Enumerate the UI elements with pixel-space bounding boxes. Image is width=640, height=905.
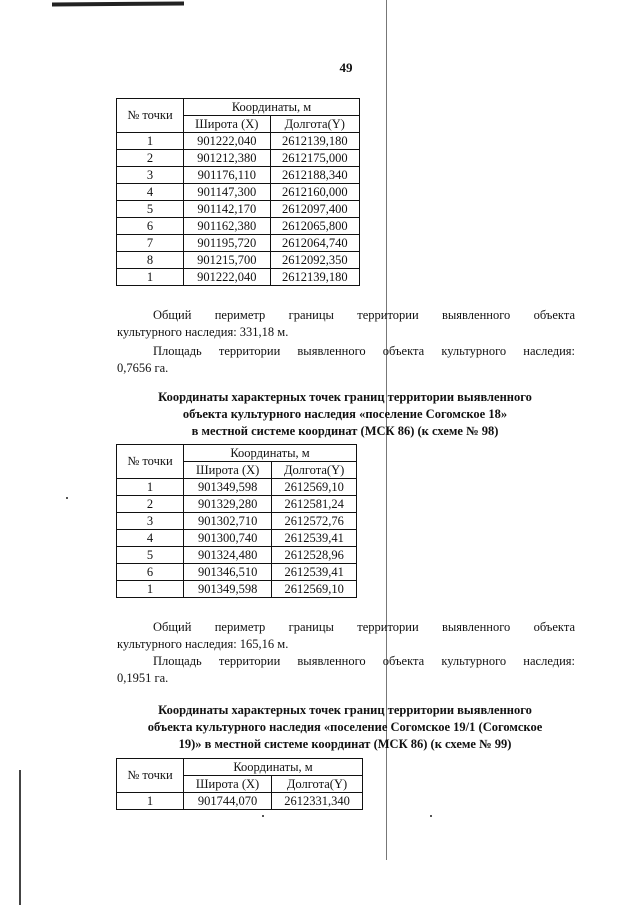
latitude-cell: 901195,720 — [184, 235, 271, 252]
perimeter-paragraph-1 — [117, 307, 575, 341]
point-number-cell: 3 — [117, 167, 184, 184]
longitude-cell: 2612581,24 — [272, 496, 357, 513]
heading-line: объекта культурного наследия «поселение Согомское 19/1 (Согомское — [147, 720, 543, 734]
section-heading-2 — [110, 389, 580, 440]
section-heading-3 — [110, 702, 580, 753]
point-number-cell: 6 — [117, 218, 184, 235]
latitude-cell: 901329,280 — [184, 496, 272, 513]
point-number-cell: 1 — [117, 793, 184, 810]
table-row — [117, 218, 360, 235]
longitude-cell: 2612528,96 — [272, 547, 357, 564]
point-number-cell: 2 — [117, 496, 184, 513]
longitude-cell: 2612569,10 — [272, 581, 357, 598]
scan-artifact-top-line — [52, 2, 184, 7]
longitude-cell: 2612139,180 — [270, 269, 359, 286]
longitude-cell: 2612065,800 — [270, 218, 359, 235]
perimeter-text-line2: культурного наследия: 165,16 м. — [117, 637, 289, 651]
scan-artifact-dot — [66, 497, 68, 499]
header-coordinates: Координаты, м — [184, 759, 363, 776]
point-number-cell: 1 — [117, 269, 184, 286]
perimeter-paragraph-2 — [117, 619, 575, 653]
scan-artifact-dot — [430, 815, 432, 817]
table-row — [117, 133, 360, 150]
scan-artifact-left-line — [19, 770, 21, 905]
area-paragraph-2 — [117, 653, 575, 687]
longitude-cell: 2612539,41 — [272, 564, 357, 581]
longitude-cell: 2612097,400 — [270, 201, 359, 218]
latitude-cell: 901349,598 — [184, 581, 272, 598]
header-point-number: № точки — [117, 99, 184, 133]
point-number-cell: 1 — [117, 133, 184, 150]
header-latitude: Широта (X) — [184, 462, 272, 479]
longitude-cell: 2612572,76 — [272, 513, 357, 530]
header-coordinates: Координаты, м — [184, 99, 360, 116]
table-row — [117, 547, 357, 564]
table-row — [117, 201, 360, 218]
longitude-cell: 2612539,41 — [272, 530, 357, 547]
latitude-cell: 901349,598 — [184, 479, 272, 496]
latitude-cell: 901300,740 — [184, 530, 272, 547]
coordinates-table-2 — [116, 444, 357, 598]
table-row — [117, 167, 360, 184]
table-row — [117, 252, 360, 269]
point-number-cell: 5 — [117, 201, 184, 218]
table-row — [117, 793, 363, 810]
header-coordinates: Координаты, м — [184, 445, 357, 462]
heading-line: в местной системе координат (МСК 86) (к схеме № 98) — [191, 424, 499, 438]
table-row — [117, 269, 360, 286]
coordinates-table-3 — [116, 758, 363, 810]
page-number: 49 — [339, 60, 353, 75]
latitude-cell: 901744,070 — [184, 793, 272, 810]
table-row — [117, 235, 360, 252]
table-row — [117, 513, 357, 530]
heading-line: Координаты характерных точек границ территории выявленного — [158, 390, 532, 404]
header-latitude: Широта (X) — [184, 116, 271, 133]
latitude-cell: 901147,300 — [184, 184, 271, 201]
point-number-cell: 8 — [117, 252, 184, 269]
table-row — [117, 184, 360, 201]
area-paragraph-1 — [117, 343, 575, 377]
area-text-line1: Площадь территории выявленного объекта культурного наследия: — [153, 654, 575, 668]
point-number-cell: 6 — [117, 564, 184, 581]
table-row — [117, 564, 357, 581]
latitude-cell: 901222,040 — [184, 133, 271, 150]
header-point-number: № точки — [117, 759, 184, 793]
header-longitude: Долгота(Y) — [270, 116, 359, 133]
longitude-cell: 2612092,350 — [270, 252, 359, 269]
point-number-cell: 2 — [117, 150, 184, 167]
heading-line: 19)» в местной системе координат (МСК 86) (к схеме № 99) — [178, 737, 512, 751]
perimeter-text-line1: Общий периметр границы территории выявленного объекта — [153, 308, 575, 322]
table-row — [117, 496, 357, 513]
header-longitude: Долгота(Y) — [272, 462, 357, 479]
latitude-cell: 901215,700 — [184, 252, 271, 269]
latitude-cell: 901142,170 — [184, 201, 271, 218]
latitude-cell: 901212,380 — [184, 150, 271, 167]
header-latitude: Широта (X) — [184, 776, 272, 793]
heading-line: Координаты характерных точек границ территории выявленного — [158, 703, 532, 717]
area-text-line2: 0,1951 га. — [117, 671, 169, 685]
perimeter-text-line1: Общий периметр границы территории выявленного объекта — [153, 620, 575, 634]
longitude-cell: 2612569,10 — [272, 479, 357, 496]
longitude-cell: 2612175,000 — [270, 150, 359, 167]
table-row — [117, 530, 357, 547]
table-row — [117, 581, 357, 598]
point-number-cell: 5 — [117, 547, 184, 564]
longitude-cell: 2612188,340 — [270, 167, 359, 184]
point-number-cell: 4 — [117, 530, 184, 547]
point-number-cell: 3 — [117, 513, 184, 530]
longitude-cell: 2612064,740 — [270, 235, 359, 252]
perimeter-text-line2: культурного наследия: 331,18 м. — [117, 325, 289, 339]
latitude-cell: 901324,480 — [184, 547, 272, 564]
scan-artifact-dot — [262, 815, 264, 817]
point-number-cell: 7 — [117, 235, 184, 252]
latitude-cell: 901346,510 — [184, 564, 272, 581]
area-text-line1: Площадь территории выявленного объекта культурного наследия: — [153, 344, 575, 358]
header-point-number: № точки — [117, 445, 184, 479]
point-number-cell: 1 — [117, 581, 184, 598]
table-row — [117, 150, 360, 167]
latitude-cell: 901302,710 — [184, 513, 272, 530]
header-longitude: Долгота(Y) — [272, 776, 363, 793]
longitude-cell: 2612331,340 — [272, 793, 363, 810]
longitude-cell: 2612160,000 — [270, 184, 359, 201]
point-number-cell: 4 — [117, 184, 184, 201]
latitude-cell: 901162,380 — [184, 218, 271, 235]
point-number-cell: 1 — [117, 479, 184, 496]
table-row — [117, 479, 357, 496]
latitude-cell: 901222,040 — [184, 269, 271, 286]
longitude-cell: 2612139,180 — [270, 133, 359, 150]
coordinates-table-1 — [116, 98, 360, 286]
area-text-line2: 0,7656 га. — [117, 361, 169, 375]
latitude-cell: 901176,110 — [184, 167, 271, 184]
heading-line: объекта культурного наследия «поселение Согомское 18» — [182, 407, 508, 421]
